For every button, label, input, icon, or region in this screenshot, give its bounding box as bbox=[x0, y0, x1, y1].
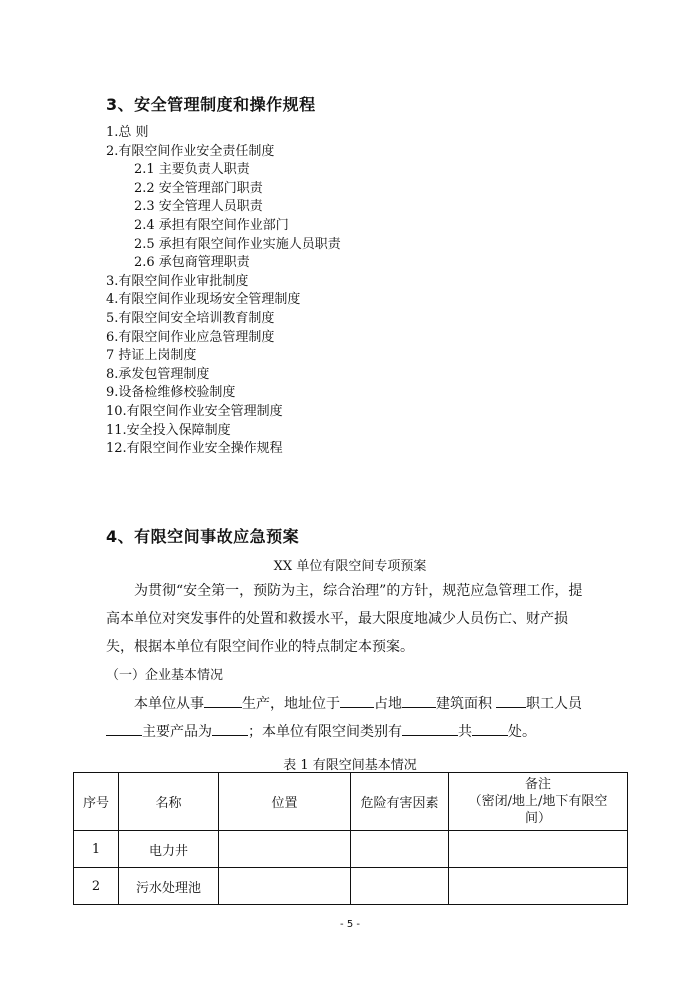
cell-hazard[interactable] bbox=[351, 831, 449, 868]
list-item: 2.有限空间作业安全责任制度 bbox=[106, 143, 275, 159]
cell-location[interactable] bbox=[219, 831, 351, 868]
cell-name: 电力井 bbox=[119, 831, 219, 868]
fill-blank[interactable] bbox=[402, 693, 436, 708]
basic-text: 主要产品为 bbox=[142, 724, 212, 740]
list-item: 2.2 安全管理部门职责 bbox=[134, 180, 263, 196]
fill-blank[interactable] bbox=[472, 721, 508, 736]
list-item: 8.承发包管理制度 bbox=[106, 366, 210, 382]
basic-text: ；本单位有限空间类别有 bbox=[248, 724, 402, 740]
fill-blank[interactable] bbox=[204, 693, 242, 708]
basic-text: 本单位从事 bbox=[134, 696, 204, 712]
list-item: 7 持证上岗制度 bbox=[106, 348, 197, 364]
list-item: 9.设备检维修校验制度 bbox=[106, 385, 236, 401]
cell-no: 2 bbox=[74, 868, 119, 905]
fill-blank[interactable] bbox=[340, 693, 374, 708]
fill-blank[interactable] bbox=[106, 721, 142, 736]
section4-heading: 4、有限空间事故应急预案 bbox=[106, 527, 300, 546]
header-hazard: 危险有害因素 bbox=[351, 773, 449, 831]
plan-title: XX 单位有限空间专项预案 bbox=[273, 559, 427, 574]
header-name: 名称 bbox=[119, 773, 219, 831]
basic-text: 建筑面积 bbox=[436, 696, 492, 712]
fill-blank[interactable] bbox=[402, 721, 458, 736]
basic-info-paragraph bbox=[106, 690, 586, 746]
table-caption: 表 1 有限空间基本情况 bbox=[283, 758, 417, 773]
basic-text: 占地 bbox=[374, 696, 402, 712]
table-row bbox=[74, 831, 628, 868]
list-item: 4.有限空间作业现场安全管理制度 bbox=[106, 292, 301, 308]
cell-name: 污水处理池 bbox=[119, 868, 219, 905]
cell-hazard[interactable] bbox=[351, 868, 449, 905]
list-item: 5.有限空间安全培训教育制度 bbox=[106, 310, 275, 326]
table-header-row bbox=[74, 773, 628, 831]
list-item: 2.3 安全管理人员职责 bbox=[134, 199, 263, 215]
table-row bbox=[74, 868, 628, 905]
list-item: 2.4 承担有限空间作业部门 bbox=[134, 217, 289, 233]
header-no: 序号 bbox=[74, 773, 119, 831]
page-number: - 5 - bbox=[340, 919, 360, 930]
header-location: 位置 bbox=[219, 773, 351, 831]
fill-blank[interactable] bbox=[496, 693, 526, 708]
basic-text: 生产，地址位于 bbox=[242, 696, 340, 712]
fill-blank[interactable] bbox=[212, 721, 248, 736]
header-remark bbox=[449, 773, 628, 831]
list-item: 2.6 承包商管理职责 bbox=[134, 255, 250, 271]
cell-remark[interactable] bbox=[449, 868, 628, 905]
intro-paragraph: 为贯彻“安全第一，预防为主，综合治理”的方针，规范应急管理工作，提高本单位对突发事件的处置和救援水平，最大限度地减少人员伤亡、财产损失，根据本单位有限空间作业的特点制定本预案。 bbox=[106, 583, 583, 655]
list-item: 3.有限空间作业审批制度 bbox=[106, 273, 249, 289]
rules-list bbox=[106, 124, 341, 459]
cell-location[interactable] bbox=[219, 868, 351, 905]
cell-remark[interactable] bbox=[449, 831, 628, 868]
list-item: 10.有限空间作业安全管理制度 bbox=[106, 403, 283, 419]
basic-text: 共 bbox=[458, 724, 472, 740]
list-item: 2.1 主要负责人职责 bbox=[134, 162, 250, 178]
header-remark-title: 备注 bbox=[524, 777, 551, 792]
list-item: 1.总 则 bbox=[106, 125, 149, 140]
header-remark-note: （密闭/地上/地下有限空间） bbox=[468, 794, 608, 826]
list-item: 2.5 承担有限空间作业实施人员职责 bbox=[134, 236, 341, 252]
list-item: 12.有限空间作业安全操作规程 bbox=[106, 441, 283, 457]
list-item: 11.安全投入保障制度 bbox=[106, 422, 231, 438]
basic-text: 职工人员 bbox=[526, 696, 582, 712]
list-item: 6.有限空间作业应急管理制度 bbox=[106, 329, 275, 345]
section3-heading: 3、安全管理制度和操作规程 bbox=[106, 95, 316, 114]
basic-text: 处。 bbox=[508, 724, 536, 740]
confined-space-table bbox=[73, 772, 628, 905]
cell-no: 1 bbox=[74, 831, 119, 868]
subsection-heading: （一）企业基本情况 bbox=[106, 668, 224, 683]
